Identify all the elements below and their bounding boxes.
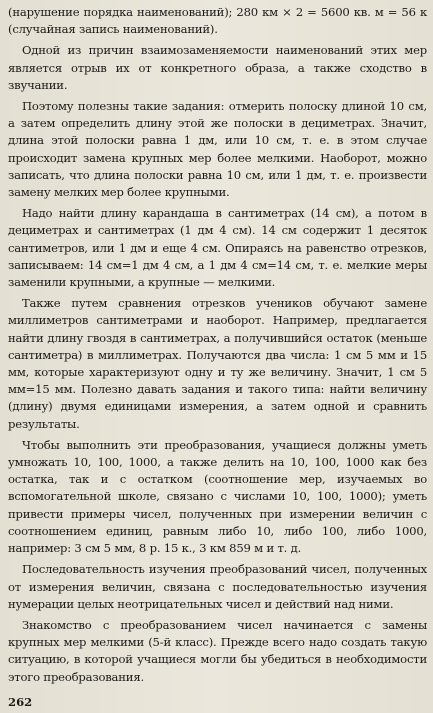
paragraph-1: (нарушение порядка наименований); 280 км × 2 = 5600 кв. м = 56 к (случайная запись наименований). bbox=[8, 5, 427, 37]
paragraph-3: Поэтому полезны такие задания: отмерить полоску длиной 10 см, а затем определить длину этой же полоски в дециметрах. Значит, длина этой полоски равна 1 дм, или 10 см, т. е. в этом случае происходит замена крупных мер более мелкими. Наоборот, можно записать, что длина полоски равна 10 см, или 1 дм, т. е. произвести замену мелких мер более крупными. bbox=[8, 99, 427, 200]
page-number: 262 bbox=[8, 695, 33, 709]
paragraph-7: Последовательность изучения преобразований чисел, полученных от измерения величин, связана с последовательностью изучения нумерации целых неотрицательных чисел и действий над ними. bbox=[8, 562, 427, 611]
paragraph-2: Одной из причин взаимозаменяемости наименований этих мер является отрыв их от конкретного образа, а также сходство в звучании. bbox=[8, 43, 427, 92]
paragraph-8: Знакомство с преобразованием чисел начинается с замены крупных мер мелкими (5-й класс). Прежде всего надо создать такую ситуацию, в которой учащиеся могли бы убедиться в необходимости этого преобразования. bbox=[8, 617, 427, 684]
paragraph-6: Чтобы выполнить эти преобразования, учащиеся должны уметь умножать 10, 100, 1000, а также делить на 10, 100, 1000 как без остатка, так и с остатком (соотношение мер, изучаемых во вспомогательной школе, связано с числами 10, 100, 1000); уметь привести примеры чисел, полученных при измерении величин с соотношением единиц, равным либо 10, либо 100, либо 1000, например: 3 см 5 мм, 8 р. 15 к., 3 км 859 м и т. д. bbox=[8, 437, 427, 556]
paragraph-5: Также путем сравнения отрезков учеников обучают замене миллиметров сантиметрами и наоборот. Например, предлагается найти длину гвоздя в сантиметрах, а получившийся остаток (меньше сантиметра) в миллиметрах. Получаются два числа: 1 см 5 мм и 15 мм, которые характеризуют одну и ту же величину. Значит, 1 см 5 мм=15 мм. Полезно давать задания и такого типа: найти величину (длину) двумя единицами измерения, а затем одной и сравнить результаты. bbox=[8, 296, 427, 431]
paragraph-4: Надо найти длину карандаша в сантиметрах (14 см), а потом в дециметрах и сантиметрах (1 дм 4 см). 14 см содержит 1 десяток сантиметров, или 1 дм и еще 4 см. Опираясь на равенство отрезков, записываем: 14 см=1 дм 4 см, а 1 дм 4 см=14 см, т. е. мелкие меры заменили крупными, а крупные — мелкими. bbox=[8, 206, 427, 290]
